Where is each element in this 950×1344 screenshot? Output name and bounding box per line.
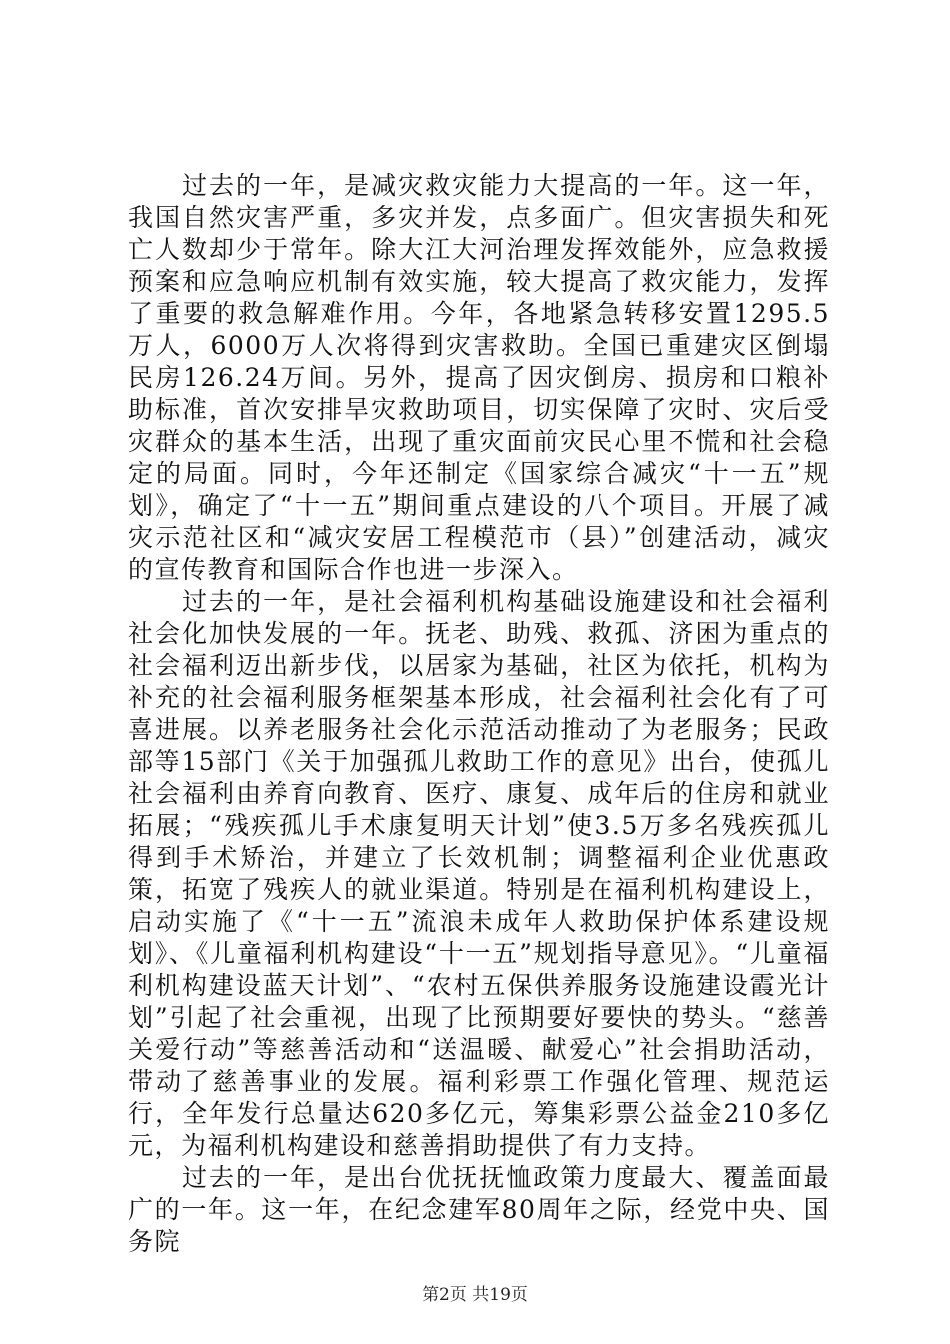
paragraph-disaster-relief: 过去的一年，是减灾救灾能力大提高的一年。这一年，我国自然灾害严重，多灾并发，点多面广。但灾害损失和死亡人数却少于常年。除大江大河治理发挥效能外，应急救援预案和应急响应机制有效实施，较大提高了救灾能力，发挥了重要的救急解难作用。今年，各地紧急转移安置1295.5万人，6000万人次将得到灾害救助。全国已重建灾区倒塌民房126.24万间。另外，提高了因灾倒房、损房和口粮补助标准，首次安排旱灾救助项目，切实保障了灾时、灾后受灾群众的基本生活，出现了重灾面前灾民心里不慌和社会稳定的局面。同时，今年还制定《国家综合减灾“十一五”规划》，确定了“十一五”期间重点建设的八个项目。开展了减灾示范社区和“减灾安居工程模范市（县）”创建活动，减灾的宣传教育和国际合作也进一步深入。 [128,171,830,584]
paragraph-special-care: 过去的一年，是出台优抚抚恤政策力度最大、覆盖面最广的一年。这一年，在纪念建军80周年之际，经党中央、国务院 [128,1163,830,1256]
page-footer [0,1280,950,1305]
page-number: 第2页 共19页 [422,1285,528,1305]
document-body [128,170,830,1258]
paragraph-social-welfare: 过去的一年，是社会福利机构基础设施建设和社会福利社会化加快发展的一年。抚老、助残、救孤、济困为重点的社会福利迈出新步伐，以居家为基础，社区为依托，机构为补充的社会福利服务框架基本形成，社会福利社会化有了可喜进展。以养老服务社会化示范活动推动了为老服务；民政部等15部门《关于加强孤儿救助工作的意见》出台，使孤儿社会福利由养育向教育、医疗、康复、成年后的住房和就业拓展；“残疾孤儿手术康复明天计划”使3.5万多名残疾孤儿得到手术矫治，并建立了长效机制；调整福利企业优惠政策，拓宽了残疾人的就业渠道。特别是在福利机构建设上，启动实施了《“十一五”流浪未成年人救助保护体系建设规划》、《儿童福利机构建设“十一五”规划指导意见》。“儿童福利机构建设蓝天计划”、“农村五保供养服务设施建设霞光计划”引起了社会重视，出现了比预期要好要快的势头。“慈善关爱行动”等慈善活动和“送温暖、献爱心”社会捐助活动，带动了慈善事业的发展。福利彩票工作强化管理、规范运行，全年发行总量达620多亿元，筹集彩票公益金210多亿元，为福利机构建设和慈善捐助提供了有力支持。 [128,587,830,1160]
